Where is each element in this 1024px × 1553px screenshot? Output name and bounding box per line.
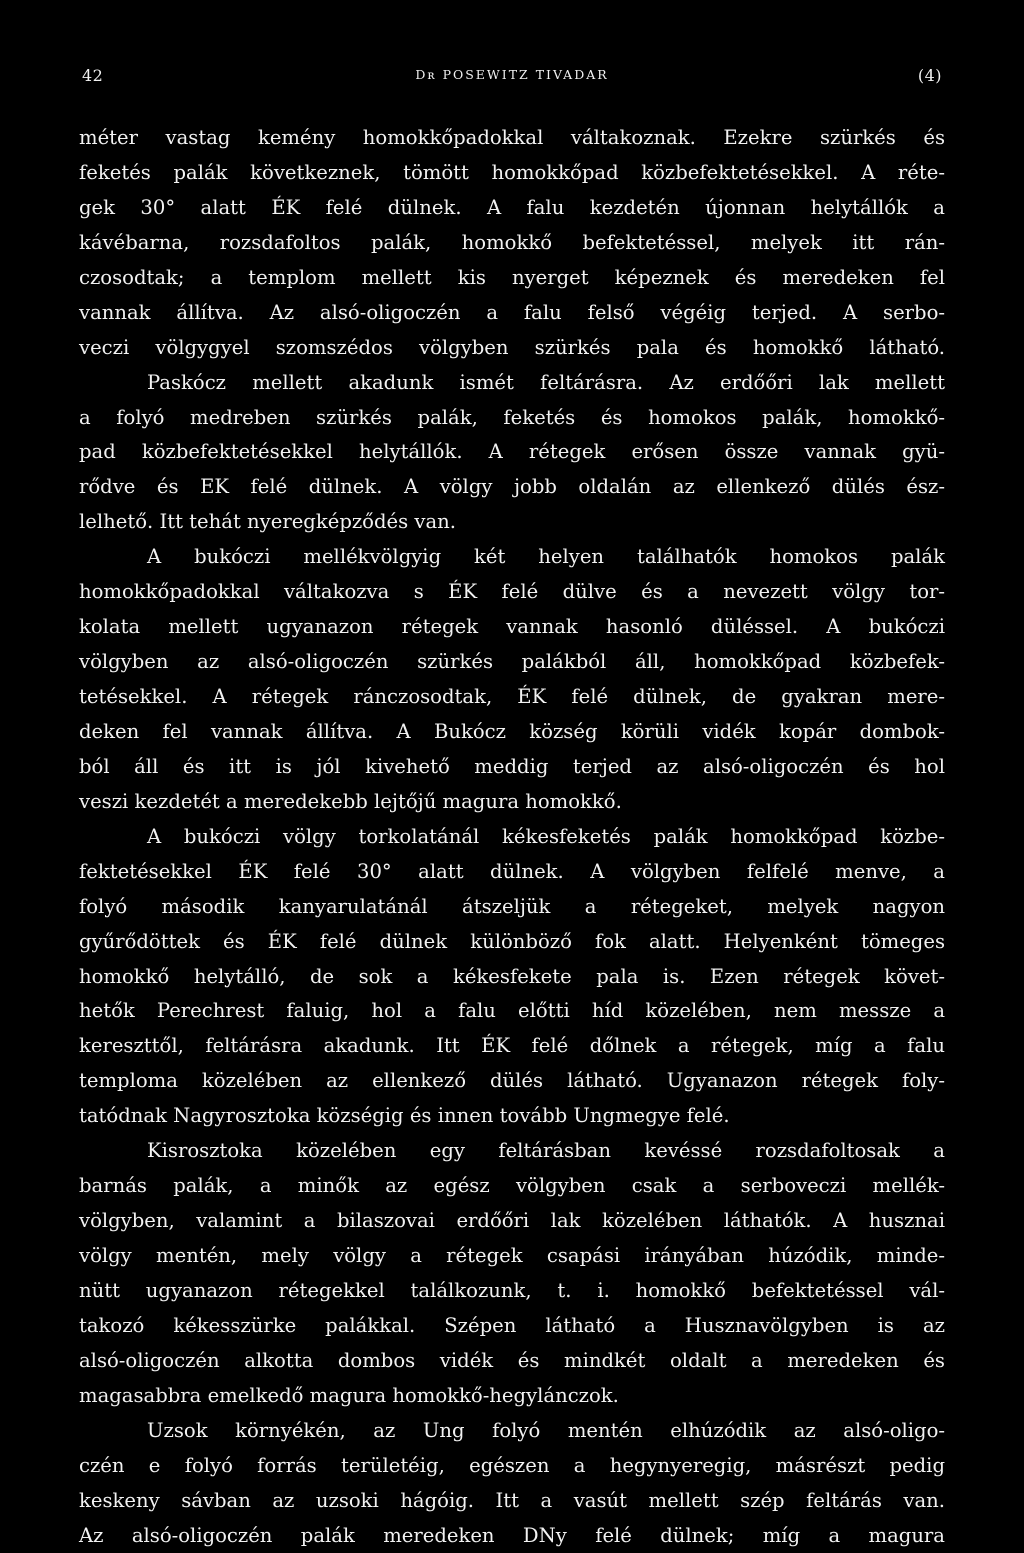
text-line: gyűrődöttek és ÉK felé dülnek különböző fok alatt. Helyenként tömeges — [79, 925, 945, 960]
text-line: kereszttől, feltárásra akadunk. Itt ÉK felé dőlnek a rétegek, míg a falu — [79, 1029, 945, 1064]
text-line: vannak állítva. Az alsó-oligoczén a falu felső végéig terjed. A serbo- — [79, 296, 945, 331]
text-line: temploma közelében az ellenkező dülés látható. Ugyanazon rétegek foly- — [79, 1064, 945, 1099]
paragraph-start-line: A bukóczi völgy torkolatánál kékesfeketés palák homokkőpad közbe- — [79, 820, 945, 855]
text-line: kávébarna, rozsdafoltos palák, homokkő befektetéssel, melyek itt rán- — [79, 226, 945, 261]
text-line: ból áll és itt is jól kivehető meddig terjed az alsó-oligoczén és hol — [79, 750, 945, 785]
text-line: tetésekkel. A rétegek ránczosodtak, ÉK felé dülnek, de gyakran mere- — [79, 680, 945, 715]
text-line: völgyben az alsó-oligoczén szürkés palákból áll, homokkőpad közbefek- — [79, 645, 945, 680]
text-line: fektetésekkel ÉK felé 30° alatt dülnek. A völgyben felfelé menve, a — [79, 855, 945, 890]
paragraph-start-line: Uzsok környékén, az Ung folyó mentén elhúzódik az alsó-oligo- — [79, 1414, 945, 1449]
paragraph-start-line: A bukóczi mellékvölgyig két helyen találhatók homokos palák — [79, 540, 945, 575]
section-number: (4) — [918, 66, 942, 85]
text-line: rődve és EK felé dülnek. A völgy jobb oldalán az ellenkező dülés ész- — [79, 470, 945, 505]
text-line: Az alsó-oligoczén palák meredeken DNy felé dülnek; míg a magura — [79, 1519, 945, 1553]
text-line: kolata mellett ugyanazon rétegek vannak hasonló düléssel. A bukóczi — [79, 610, 945, 645]
text-line: alsó-oligoczén alkotta dombos vidék és mindkét oldalt a meredeken és — [79, 1344, 945, 1379]
text-line: czén e folyó forrás területéig, egészen a hegynyeregig, másrészt pedig — [79, 1449, 945, 1484]
text-line: a folyó medreben szürkés palák, feketés és homokos palák, homokkő- — [79, 401, 945, 436]
text-line: takozó kékesszürke palákkal. Szépen látható a Husznavölgyben is az — [79, 1309, 945, 1344]
text-line: homokkőpadokkal váltakozva s ÉK felé dülve és a nevezett völgy tor- — [79, 575, 945, 610]
paragraph-end-line: veszi kezdetét a meredekebb lejtőjű magura homokkő. — [79, 785, 945, 820]
text-line: veczi völgygyel szomszédos völgyben szürkés pala és homokkő látható. — [79, 331, 945, 366]
paragraph-start-line: Kisrosztoka közelében egy feltárásban kevéssé rozsdafoltosak a — [79, 1134, 945, 1169]
body-text — [79, 121, 945, 1553]
text-line: folyó második kanyarulatánál átszeljük a rétegeket, melyek nagyon — [79, 890, 945, 925]
page-number: 42 — [82, 66, 103, 85]
text-line: méter vastag kemény homokkőpadokkal váltakoznak. Ezekre szürkés és — [79, 121, 945, 156]
text-line: feketés palák következnek, tömött homokkőpad közbefektetésekkel. A réte- — [79, 156, 945, 191]
text-line: gek 30° alatt ÉK felé dülnek. A falu kezdetén újonnan helytállók a — [79, 191, 945, 226]
paragraph-end-line: tatódnak Nagyrosztoka községig és innen tovább Ungmegye felé. — [79, 1099, 945, 1134]
text-line: pad közbefektetésekkel helytállók. A rétegek erősen össze vannak gyü- — [79, 435, 945, 470]
paragraph-end-line: lelhető. Itt tehát nyeregképződés van. — [79, 505, 945, 540]
text-line: keskeny sávban az uzsoki hágóig. Itt a vasút mellett szép feltárás van. — [79, 1484, 945, 1519]
text-line: Paskócz mellett akadunk ismét feltárásra. Az erdőőri lak mellett — [79, 366, 945, 401]
running-head-author: Dʀ POSEWITZ TIVADAR — [82, 67, 942, 82]
paragraph-end-line: magasabbra emelkedő magura homokkő-hegylánczok. — [79, 1379, 945, 1414]
running-head — [82, 66, 942, 94]
text-line: völgyben, valamint a bilaszovai erdőőri lak közelében láthatók. A husznai — [79, 1204, 945, 1239]
text-line: czosodtak; a templom mellett kis nyerget képeznek és meredeken fel — [79, 261, 945, 296]
text-line: hetők Perechrest faluig, hol a falu előtti híd közelében, nem messze a — [79, 994, 945, 1029]
text-line: nütt ugyanazon rétegekkel találkozunk, t. i. homokkő befektetéssel vál- — [79, 1274, 945, 1309]
text-line: barnás palák, a minők az egész völgyben csak a serboveczi mellék- — [79, 1169, 945, 1204]
text-line: deken fel vannak állítva. A Bukócz község körüli vidék kopár dombok- — [79, 715, 945, 750]
text-line: völgy mentén, mely völgy a rétegek csapási irányában húzódik, minde- — [79, 1239, 945, 1274]
text-line: homokkő helytálló, de sok a kékesfekete pala is. Ezen rétegek követ- — [79, 960, 945, 995]
